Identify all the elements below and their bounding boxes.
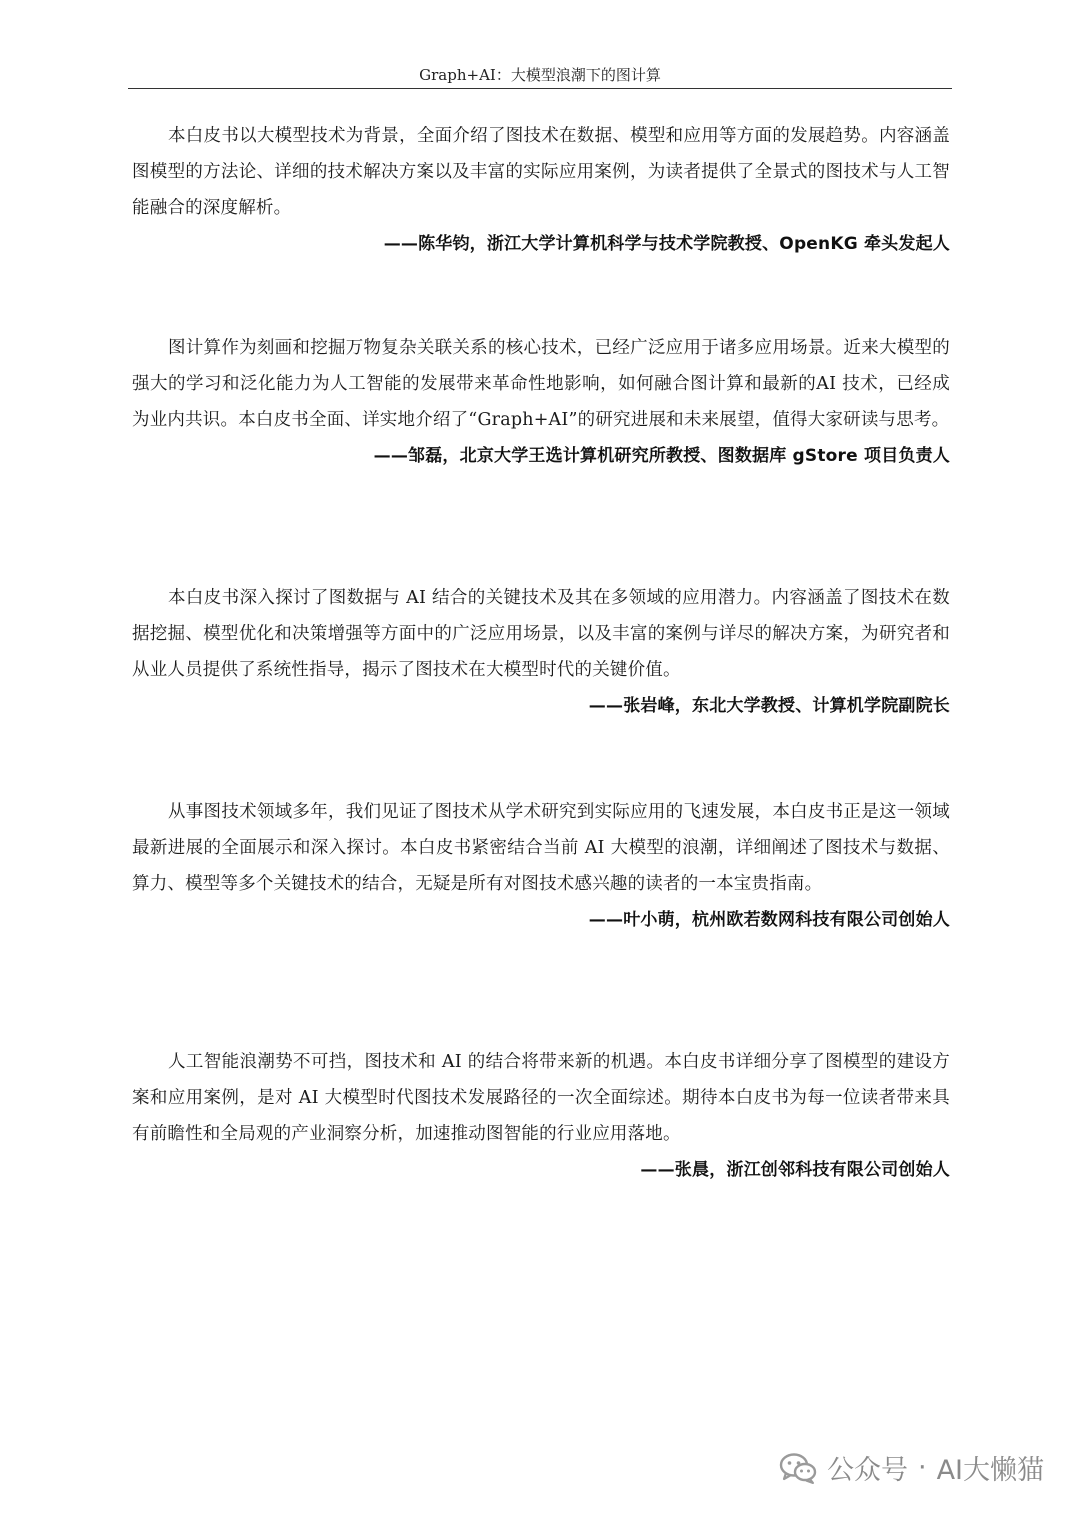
endorsement-4 xyxy=(132,794,950,936)
watermark-separator: · xyxy=(917,1452,927,1483)
endorsement-text: 本白皮书深入探讨了图数据与 AI 结合的关键技术及其在多领域的应用潜力。内容涵盖了图技术在数据挖掘、模型优化和决策增强等方面中的广泛应用场景，以及丰富的案例与详尽的解决方案，为研究者和从业人员提供了系统性指导，揭示了图技术在大模型时代的关键价值。 xyxy=(132,588,950,680)
endorsement-author: ——张晨，浙江创邻科技有限公司创始人 xyxy=(640,1160,950,1180)
endorsement-1 xyxy=(132,118,950,260)
watermark xyxy=(779,1448,1044,1487)
endorsement-5 xyxy=(132,1044,950,1186)
endorsement-author: ——邹磊，北京大学王选计算机研究所教授、图数据库 gStore 项目负责人 xyxy=(373,446,950,466)
endorsement-2 xyxy=(132,330,950,472)
header-title: Graph+AI：大模型浪潮下的图计算 xyxy=(419,66,661,84)
wechat-icon xyxy=(779,1452,817,1484)
endorsement-author: ——陈华钧，浙江大学计算机科学与技术学院教授、OpenKG 牵头发起人 xyxy=(383,234,950,254)
page-header xyxy=(128,62,952,89)
endorsement-text: 本白皮书以大模型技术为背景，全面介绍了图技术在数据、模型和应用等方面的发展趋势。内容涵盖图模型的方法论、详细的技术解决方案以及丰富的实际应用案例，为读者提供了全景式的图技术与人工智能融合的深度解析。 xyxy=(132,126,950,218)
endorsement-text: 人工智能浪潮势不可挡，图技术和 AI 的结合将带来新的机遇。本白皮书详细分享了图模型的建设方案和应用案例，是对 AI 大模型时代图技术发展路径的一次全面综述。期待本白皮书为每一位读者带来具有前瞻性和全局观的产业洞察分析，加速推动图智能的行业应用落地。 xyxy=(132,1052,950,1144)
endorsement-author: ——叶小萌，杭州欧若数网科技有限公司创始人 xyxy=(588,910,950,930)
watermark-account: AI大懒猫 xyxy=(936,1455,1044,1486)
endorsement-author: ——张岩峰，东北大学教授、计算机学院副院长 xyxy=(588,696,950,716)
endorsement-3 xyxy=(132,580,950,722)
watermark-label: 公众号 xyxy=(826,1455,908,1486)
endorsement-text: 图计算作为刻画和挖掘万物复杂关联关系的核心技术，已经广泛应用于诸多应用场景。近来大模型的强大的学习和泛化能力为人工智能的发展带来革命性地影响，如何融合图计算和最新的AI 技术，已经成为业内共识。本白皮书全面、详实地介绍了“Graph+AI”的研究进展和未来展望，值得大家研读与思考。 xyxy=(132,338,950,430)
endorsement-text: 从事图技术领域多年，我们见证了图技术从学术研究到实际应用的飞速发展，本白皮书正是这一领域最新进展的全面展示和深入探讨。本白皮书紧密结合当前 AI 大模型的浪潮，详细阐述了图技术与数据、算力、模型等多个关键技术的结合，无疑是所有对图技术感兴趣的读者的一本宝贵指南。 xyxy=(132,802,950,894)
